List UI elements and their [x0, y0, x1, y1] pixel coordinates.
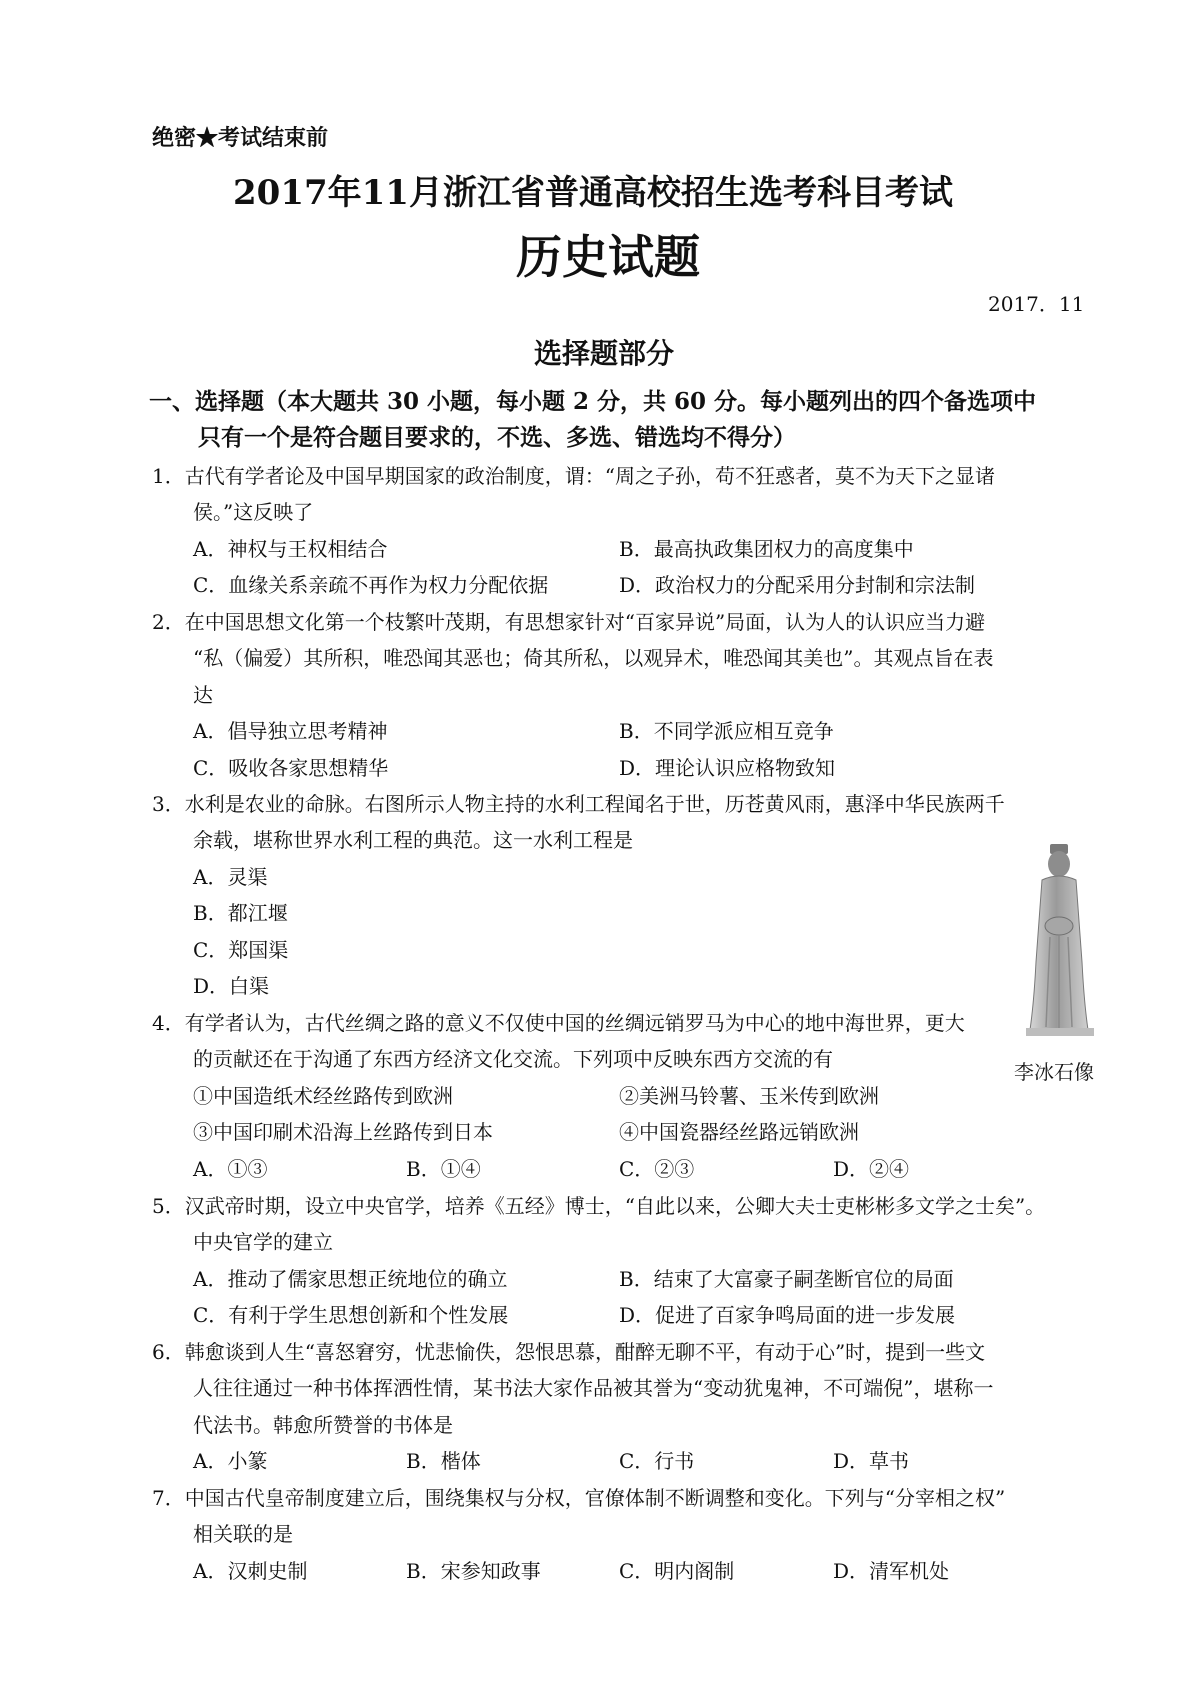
question-2-stem-line-2: “私（偏爱）其所积，唯恐闻其恶也；倚其所私，以观异术，唯恐闻其美也”。其观点旨在表	[193, 646, 994, 670]
question-2-stem-line-1: 2．在中国思想文化第一个枝繁叶茂期，有思想家针对“百家异说”局面，认为人的认识应当力避	[152, 610, 986, 634]
question-7-stem-line-2: 相关联的是	[193, 1522, 293, 1546]
question-4-item-2: ②美洲马铃薯、玉米传到欧洲	[619, 1084, 879, 1108]
question-4-stem-line-1: 4．有学者认为，古代丝绸之路的意义不仅使中国的丝绸远销罗马为中心的地中海世界，更大	[152, 1011, 965, 1035]
question-6-option-a: A．小篆	[193, 1449, 268, 1473]
question-6-stem-line-2: 人往往通过一种书体挥洒性情，某书法大家作品被其誉为“变动犹鬼神，不可端倪”，堪称一	[193, 1376, 994, 1400]
question-4-option-c: C．②③	[619, 1157, 695, 1181]
question-4-item-3: ③中国印刷术沿海上丝路传到日本	[193, 1120, 493, 1144]
question-3-stem-line-1: 3．水利是农业的命脉。右图所示人物主持的水利工程闻名于世，历苍黄风雨，惠泽中华民族两千	[152, 792, 1005, 816]
part-heading: 选择题部分	[534, 337, 675, 370]
question-5-stem-line-1: 5．汉武帝时期，设立中央官学，培养《五经》博士，“自此以来，公卿大夫士吏彬彬多文学之士矣”。	[152, 1194, 1046, 1218]
confidential-label: 绝密★考试结束前	[152, 125, 329, 151]
section-instruction-line-2: 只有一个是符合题目要求的，不选、多选、错选均不得分）	[198, 424, 796, 451]
question-2-stem-line-3: 达	[193, 683, 213, 707]
question-7-stem-line-1: 7．中国古代皇帝制度建立后，围绕集权与分权，官僚体制不断调整和变化。下列与“分宰相之权”	[152, 1486, 1006, 1510]
question-4-item-1: ①中国造纸术经丝路传到欧洲	[193, 1084, 453, 1108]
question-7-option-a: A．汉刺史制	[193, 1559, 308, 1583]
question-7-option-b: B．宋参知政事	[406, 1559, 541, 1583]
question-4-option-d: D．②④	[833, 1157, 910, 1181]
question-2-option-c: C．吸收各家思想精华	[193, 756, 389, 780]
question-5-option-a: A．推动了儒家思想正统地位的确立	[193, 1267, 508, 1291]
question-1-option-c: C．血缘关系亲疏不再作为权力分配依据	[193, 573, 549, 597]
question-6-option-c: C．行书	[619, 1449, 695, 1473]
exam-title: 2017年11月浙江省普通高校招生选考科目考试	[233, 173, 953, 213]
question-3-option-b: B．都江堰	[193, 901, 288, 925]
question-6-stem-line-3: 代法书。韩愈所赞誉的书体是	[193, 1413, 453, 1437]
statue-figure-icon	[1022, 842, 1098, 1038]
question-1-option-d: D．政治权力的分配采用分封制和宗法制	[619, 573, 976, 597]
question-6-stem-line-1: 6．韩愈谈到人生“喜怒窘穷，忧悲愉佚，怨恨思慕，酣醉无聊不平，有动于心”时，提到一些文	[152, 1340, 986, 1364]
question-4-option-a: A．①③	[193, 1157, 268, 1181]
question-1-option-b: B．最高执政集团权力的高度集中	[619, 537, 914, 561]
question-5-stem-line-2: 中央官学的建立	[193, 1230, 333, 1254]
question-1-stem-line-2: 侯。”这反映了	[193, 500, 314, 524]
question-2-option-d: D．理论认识应格物致知	[619, 756, 836, 780]
question-1-stem-line-1: 1．古代有学者论及中国早期国家的政治制度，谓：“周之子孙，苟不狂惑者，莫不为天下之显诸	[152, 464, 995, 488]
exam-date: 2017．11	[988, 292, 1085, 316]
question-7-option-d: D．清军机处	[833, 1559, 950, 1583]
question-3-option-a: A．灵渠	[193, 865, 268, 889]
question-3-option-c: C．郑国渠	[193, 938, 289, 962]
question-4-option-b: B．①④	[406, 1157, 481, 1181]
statue-image	[1022, 842, 1098, 1038]
question-5-option-c: C．有利于学生思想创新和个性发展	[193, 1303, 509, 1327]
question-3-option-d: D．白渠	[193, 974, 270, 998]
question-6-option-b: B．楷体	[406, 1449, 481, 1473]
question-5-option-b: B．结束了大富豪子嗣垄断官位的局面	[619, 1267, 954, 1291]
question-4-stem-line-2: 的贡献还在于沟通了东西方经济文化交流。下列项中反映东西方交流的有	[193, 1047, 833, 1071]
question-7-option-c: C．明内阁制	[619, 1559, 735, 1583]
subject-title: 历史试题	[516, 230, 700, 284]
question-5-option-d: D．促进了百家争鸣局面的进一步发展	[619, 1303, 956, 1327]
question-1-option-a: A．神权与王权相结合	[193, 537, 388, 561]
question-3-stem-line-2: 余载，堪称世界水利工程的典范。这一水利工程是	[193, 828, 633, 852]
figure-caption: 李冰石像	[1014, 1060, 1094, 1084]
question-4-item-4: ④中国瓷器经丝路远销欧洲	[619, 1120, 859, 1144]
question-6-option-d: D．草书	[833, 1449, 910, 1473]
question-2-option-a: A．倡导独立思考精神	[193, 719, 388, 743]
question-2-option-b: B．不同学派应相互竞争	[619, 719, 834, 743]
section-instruction-line-1: 一、选择题（本大题共 30 小题，每小题 2 分，共 60 分。每小题列出的四个备选项中	[149, 388, 1037, 415]
